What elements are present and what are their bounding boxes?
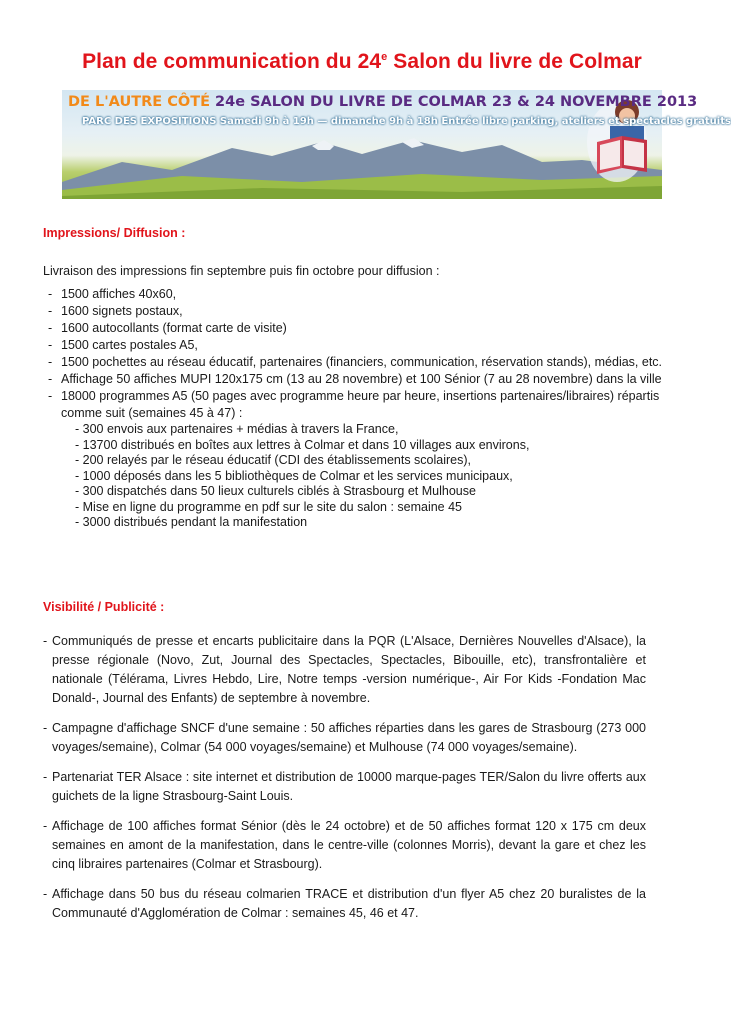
sublist-item: - 13700 distribués en boîtes aux lettres à Colmar et dans 10 villages aux environs, — [75, 437, 530, 452]
section-heading-impressions: Impressions/ Diffusion : — [43, 226, 186, 240]
list-item: - 1500 pochettes au réseau éducatif, partenaires (financiers, communication, réservation stands), médias, etc. — [48, 355, 663, 369]
sublist-item: - 1000 déposés dans les 5 bibliothèques de Colmar et les services municipaux, — [75, 468, 513, 483]
sublist-item: - 3000 distribués pendant la manifestation — [75, 515, 308, 529]
list-item: - 1600 signets postaux, — [48, 304, 183, 318]
list-item: - 1500 affiches 40x60, — [48, 287, 177, 301]
list-item: - Affichage 50 affiches MUPI 120x175 cm (13 au 28 novembre) et 100 Sénior (7 au 28 novembre) dans la ville — [48, 372, 662, 386]
impressions-list — [48, 286, 678, 531]
event-banner — [62, 90, 731, 199]
list-item: - Communiqués de presse et encarts publicitaire dans la PQR (L'Alsace, Dernières Nouvelles d'Alsace), la presse régionale (Novo, Zut, Journal des Spectacles, Spectacles, Bibouille, etc), transfrontalière et nationale (Télérama, Livres Hebdo, Lire, Notre temps -version numérique-, Air For Kids -Fondation Mac Donald-, Journal des Enfants) de septembre à novembre. — [43, 634, 646, 705]
sublist-item: - 200 relayés par le réseau éducatif (CDI des établissements scolaires), — [75, 453, 472, 467]
section-heading-visibilite: Visibilité / Publicité : — [43, 600, 165, 614]
distribution-sublist — [48, 422, 678, 531]
banner-headline: DE L'AUTRE CÔTÉ 24e SALON DU LIVRE DE COLMAR 23 & 24 NOVEMBRE 2013 — [68, 94, 698, 110]
list-item: - 1600 autocollants (format carte de visite) — [48, 321, 287, 335]
list-item: - Partenariat TER Alsace : site internet et distribution de 10000 marque-pages TER/Salon du livre offerts aux guichets de la ligne Strasbourg-Saint Louis. — [43, 770, 646, 803]
sublist-item: - 300 envois aux partenaires + médias à travers la France, — [75, 422, 399, 436]
list-item: - Affichage de 100 affiches format Sénior (dès le 24 octobre) et de 50 affiches format 120 x 175 cm deux semaines en amont de la manifestation, dans le centre-ville (colonnes Morris), devant la gare et chez les cinq libraires partenaires (Colmar et Strasbourg). — [43, 819, 646, 871]
banner-subline: PARC DES EXPOSITIONS Samedi 9h à 19h — dimanche 9h à 18h Entrée libre parking, ateliers et spectacles gratuits — [82, 116, 731, 127]
list-item: - Affichage dans 50 bus du réseau colmarien TRACE et distribution d'un flyer A5 chez 20 buralistes de la Communauté d'Agglomération de Colmar : semaines 45, 46 et 47. — [43, 887, 646, 920]
section-intro: Livraison des impressions fin septembre puis fin octobre pour diffusion : — [43, 264, 440, 278]
list-item: - 18000 programmes A5 (50 pages avec programme heure par heure, insertions partenaires/libraires) répartis comme suit (semaines 45 à 47) : — [48, 389, 660, 420]
sublist-item: - Mise en ligne du programme en pdf sur le site du salon : semaine 45 — [75, 499, 463, 514]
sublist-item: - 300 dispatchés dans 50 lieux culturels ciblés à Strasbourg et Mulhouse — [75, 484, 476, 498]
list-item: - Campagne d'affichage SNCF d'une semaine : 50 affiches réparties dans les gares de Strasbourg (273 000 voyages/semaine), Colmar (54 000 voyages/semaine) et Mulhouse (74 000 voyages/semaine). — [43, 721, 646, 754]
visibility-list — [43, 632, 646, 934]
page-title: Plan de communication du 24e Salon du livre de Colmar — [82, 50, 642, 73]
list-item: - 1500 cartes postales A5, — [48, 338, 198, 352]
